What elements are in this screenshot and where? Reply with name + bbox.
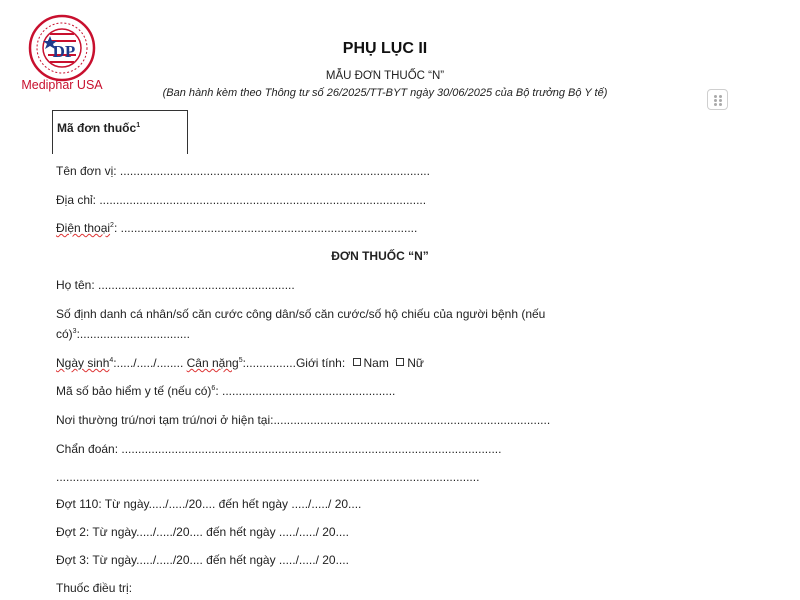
diagnosis-continuation: ............................................................................................................................... [56, 470, 480, 484]
drag-handle-icon[interactable] [707, 89, 728, 110]
gender-male-checkbox[interactable] [353, 358, 361, 366]
dob-weight-gender-row: Ngày $\sinh^4:...../...../$........ Cân nặng$^5$:...............Giới tính: Nam Nữ [56, 356, 424, 370]
form-heading: ĐƠN THUỐC “N” [331, 249, 429, 263]
svg-text:DP: DP [52, 42, 76, 61]
patient-id-field-line1: Số định danh cá nhân/số căn cước công dân/số căn cước/số hộ chiếu của người bệnh (nếu [56, 307, 546, 321]
logo-text: Mediphar USA [21, 78, 103, 92]
diagnosis-field: Chẩn đoán: .................................................................................................................. [56, 442, 502, 456]
document-subtitle: MẪU ĐƠN THUỐC “N” [325, 70, 445, 82]
address-field: Địa chỉ: .................................................................................................. [56, 193, 427, 207]
treatment-field: Thuốc điều trị: [56, 581, 133, 595]
prescription-code-label: Mã đơn thuốc$^1$ [57, 121, 141, 135]
unit-name-field: Tên đơn vị: ............................................................................................. [56, 164, 430, 178]
patient-name-field: Họ tên: ........................................................... [56, 278, 295, 292]
phone-field: Điện thoại$^2$: ......................................................................................... [56, 221, 418, 235]
document-note: (Ban hành kèm theo Thông tư số 26/2025/TT-BYT ngày 30/06/2025 của Bộ trưởng Bộ Y tế) [162, 87, 608, 99]
gender-female-checkbox[interactable] [396, 358, 404, 366]
period-2-field: Đợt 2: Từ ngày...../...../20.... đến hết ngày ...../...../ 20.... [56, 525, 349, 539]
period-1-field: Đợt 110: Từ ngày...../...../20.... đến hết ngày ...../...../ 20.... [56, 497, 362, 511]
insurance-field: Mã số bảo hiểm y tế (nếu có)$^6$: .................................................... [56, 384, 396, 398]
residence-field: Nơi thường trú/nơi tạm trú/nơi ở hiện tại:................................................................................... [56, 413, 551, 427]
patient-id-field-line2: có)$^3$:................................. [56, 327, 190, 341]
document-title: PHỤ LỤC II [342, 40, 428, 57]
period-3-field: Đợt 3: Từ ngày...../...../20.... đến hết ngày ...../...../ 20.... [56, 553, 349, 567]
